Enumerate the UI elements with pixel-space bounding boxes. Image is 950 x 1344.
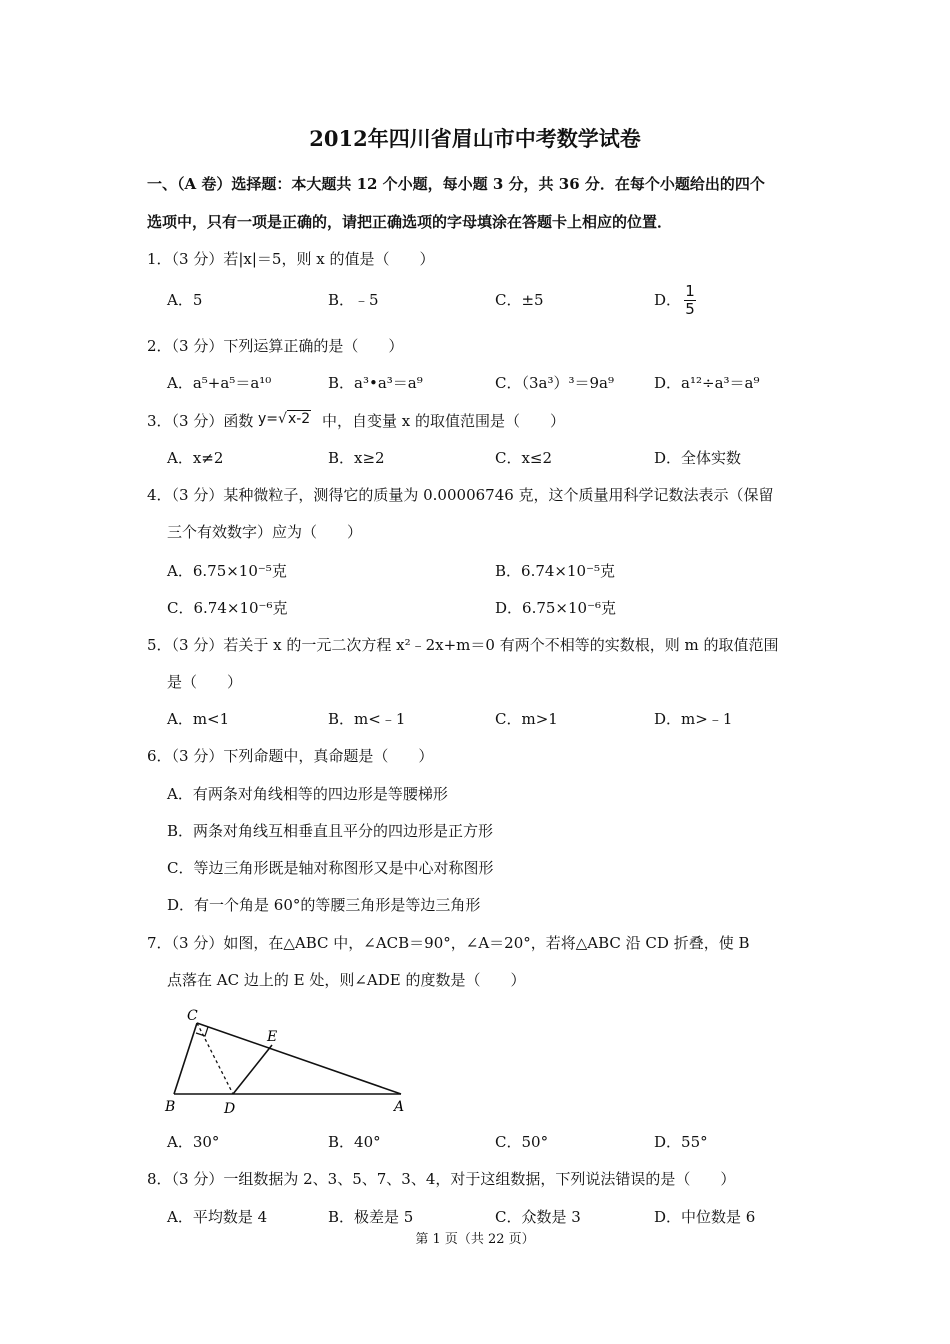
q1-option-c: C．±5 xyxy=(495,291,544,309)
q3-option-a: A．x≠2 xyxy=(167,449,224,467)
q1-option-d-label: D． xyxy=(654,291,682,309)
q7-stem-line1: 7．（3 分）如图，在△ABC 中，∠ACB＝90°，∠A＝20°，若将△ABC 沿 CD 折叠，使 B xyxy=(147,934,750,952)
q4-option-c: C．6.74×10⁻⁶克 xyxy=(167,599,288,617)
q7-triangle-figure xyxy=(160,1005,420,1120)
label-a: A xyxy=(394,1099,405,1115)
q7-stem-line2: 点落在 AC 边上的 E 处，则∠ADE 的度数是（ ） xyxy=(167,971,526,989)
q6-option-d: D．有一个角是 60°的等腰三角形是等边三角形 xyxy=(167,896,481,914)
section-heading-line1: 一、（A 卷）选择题：本大题共 12 个小题，每小题 3 分，共 36 分．在每个小题给出的四个 xyxy=(147,175,765,193)
q5-option-b: B．m<﹣1 xyxy=(328,710,406,728)
q5-option-c: C．m>1 xyxy=(495,710,558,728)
q6-option-c: C．等边三角形既是轴对称图形又是中心对称图形 xyxy=(167,859,494,877)
q3-option-c: C．x≤2 xyxy=(495,449,553,467)
page-footer: 第 1 页（共 22 页） xyxy=(415,1232,535,1247)
q8-option-b: B．极差是 5 xyxy=(328,1208,414,1226)
q7-option-d: D．55° xyxy=(654,1133,708,1151)
q5-option-d: D．m>﹣1 xyxy=(654,710,733,728)
sqrt-sign: √ xyxy=(278,411,287,427)
q4-stem-line1: 4．（3 分）某种微粒子，测得它的质量为 0.00006746 克，这个质量用科学记数法表示（保留 xyxy=(147,486,774,504)
q7-option-b: B．40° xyxy=(328,1133,381,1151)
q2-option-c: C．（3a³）³＝9a⁹ xyxy=(495,374,614,392)
q7-option-c: C．50° xyxy=(495,1133,549,1151)
q2-stem: 2．（3 分）下列运算正确的是（ ） xyxy=(147,337,404,355)
q2-option-d: D．a¹²÷a³＝a⁹ xyxy=(654,374,760,392)
q3-option-b: B．x≥2 xyxy=(328,449,385,467)
fraction-denominator: 5 xyxy=(685,300,695,318)
q8-option-a: A．平均数是 4 xyxy=(167,1208,268,1226)
fraction-numerator: 1 xyxy=(685,282,695,300)
radicand: x-2 xyxy=(287,411,311,427)
formula-y-eq: y= xyxy=(258,411,279,427)
right-angle-mark xyxy=(196,1027,208,1036)
label-b: B xyxy=(165,1099,176,1115)
q8-option-d: D．中位数是 6 xyxy=(654,1208,756,1226)
q4-option-b: B．6.74×10⁻⁵克 xyxy=(495,562,616,580)
q5-stem-line2: 是（ ） xyxy=(167,673,243,691)
q6-option-b: B．两条对角线互相垂直且平分的四边形是正方形 xyxy=(167,822,494,840)
page-title: 2012年四川省眉山市中考数学试卷 xyxy=(309,126,641,151)
label-d: D xyxy=(224,1101,236,1117)
q1-option-b: B．﹣5 xyxy=(328,291,379,309)
q4-option-d: D．6.75×10⁻⁶克 xyxy=(495,599,617,617)
q1-option-d-fraction xyxy=(684,283,696,318)
q4-option-a: A．6.75×10⁻⁵克 xyxy=(167,562,287,580)
q4-stem-line2: 三个有效数字）应为（ ） xyxy=(167,523,363,541)
q3-option-d: D．全体实数 xyxy=(654,449,742,467)
label-c: C xyxy=(187,1008,198,1024)
q6-option-a: A．有两条对角线相等的四边形是等腰梯形 xyxy=(167,785,448,803)
side-cb xyxy=(174,1023,197,1094)
q8-option-c: C．众数是 3 xyxy=(495,1208,581,1226)
q2-option-b: B．a³•a³＝a⁹ xyxy=(328,374,423,392)
q3-function-formula xyxy=(258,411,311,427)
label-e: E xyxy=(267,1029,278,1045)
segment-de xyxy=(233,1045,272,1094)
q2-option-a: A．a⁵+a⁵＝a¹⁰ xyxy=(167,374,272,392)
q7-option-a: A．30° xyxy=(167,1133,220,1151)
q1-stem: 1．（3 分）若|x|＝5，则 x 的值是（ ） xyxy=(147,250,435,268)
q1-option-a: A．5 xyxy=(167,291,203,309)
q3-stem-post: 中，自变量 x 的取值范围是（ ） xyxy=(322,412,565,430)
q3-stem-pre: 3．（3 分）函数 xyxy=(147,412,254,430)
q8-stem: 8．（3 分）一组数据为 2、3、5、7、3、4，对于这组数据，下列说法错误的是（ ） xyxy=(147,1170,736,1188)
q5-stem-line1: 5．（3 分）若关于 x 的一元二次方程 x²﹣2x+m＝0 有两个不相等的实数根，则 m 的取值范围 xyxy=(147,636,779,654)
q5-option-a: A．m<1 xyxy=(167,710,230,728)
section-heading-line2: 选项中，只有一项是正确的，请把正确选项的字母填涂在答题卡上相应的位置． xyxy=(147,213,673,231)
q6-stem: 6．（3 分）下列命题中，真命题是（ ） xyxy=(147,747,434,765)
